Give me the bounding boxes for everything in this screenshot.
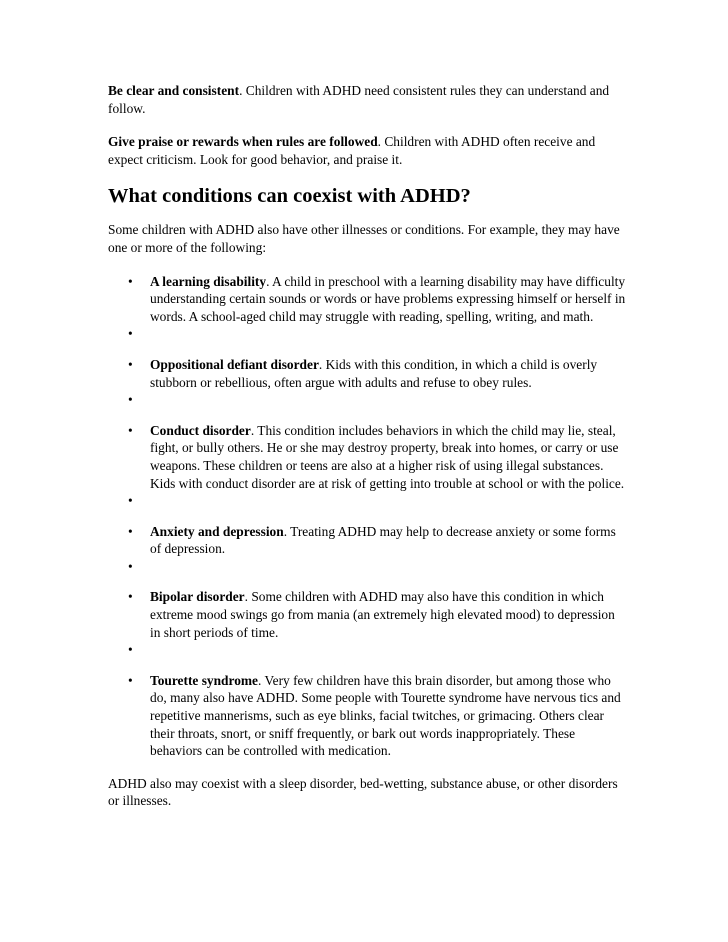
condition-name: A learning disability xyxy=(150,273,267,289)
list-item xyxy=(108,273,628,326)
bullet-icon: • xyxy=(128,273,133,289)
paragraph-lead-bold: Be clear and consistent xyxy=(108,83,240,98)
bullet-icon: • xyxy=(128,672,133,688)
empty-list-item xyxy=(108,325,628,343)
list-item xyxy=(108,672,628,760)
document-page xyxy=(108,82,628,810)
condition-text: . Kids with this condition, in which a child is overly stubborn or rebellious, often argue with adults and refuse to obey rules. xyxy=(150,356,598,390)
condition-text: . A child in preschool with a learning disability may have difficulty understanding certain sounds or words or have problems expressing himself or herself in words. A school-aged child may struggle with reading, spelling, writing, and math. xyxy=(150,273,626,324)
condition-name: Bipolar disorder xyxy=(150,589,245,605)
list-item xyxy=(108,422,628,492)
empty-list-item xyxy=(108,641,628,659)
bullet-icon: • xyxy=(128,392,133,408)
bullet-icon: • xyxy=(128,523,133,539)
conditions-list xyxy=(108,273,628,760)
paragraph-text: . Children with ADHD often receive and expect criticism. Look for good behavior, and praise it. xyxy=(108,134,596,167)
condition-name: Anxiety and depression xyxy=(150,523,284,539)
bullet-icon: • xyxy=(128,326,133,342)
list-item xyxy=(108,356,628,391)
bullet-icon: • xyxy=(128,493,133,509)
empty-list-item xyxy=(108,391,628,409)
bullet-icon: • xyxy=(128,642,133,658)
paragraph-praise xyxy=(108,133,628,168)
condition-name: Oppositional defiant disorder xyxy=(150,356,319,372)
bullet-icon: • xyxy=(128,356,133,372)
condition-text: . This condition includes behaviors in which the child may lie, steal, fight, or bully others. He or she may destroy property, break into homes, or carry or use weapons. These children or teens are also at a higher risk of using illegal substances. Kids with conduct disorder are at risk of getting into trouble at school or with the police. xyxy=(150,422,625,491)
bullet-icon: • xyxy=(128,558,133,574)
condition-name: Conduct disorder xyxy=(150,422,251,438)
paragraph-lead-bold: Give praise or rewards when rules are followed xyxy=(108,134,378,150)
condition-name: Tourette syndrome xyxy=(150,672,258,688)
condition-text: . Some children with ADHD may also have this condition in which extreme mood swings go from mania (an extremely high elevated mood) to depression in short periods of time. xyxy=(150,589,615,640)
empty-list-item xyxy=(108,492,628,510)
empty-list-item xyxy=(108,558,628,576)
section-heading: What conditions can coexist with ADHD? xyxy=(108,185,471,208)
bullet-icon: • xyxy=(128,589,133,605)
condition-text: . Very few children have this brain disorder, but among those who do, many also have ADHD. Some people with Tourette syndrome have nervous tics and repetitive mannerisms, such as eye blinks, facial twitches, or grimacing. Others clear their throats, snort, or sniff frequently, or bark out words inappropriately. These behaviors can be controlled with medication. xyxy=(150,672,621,759)
paragraph-text: . Children with ADHD need consistent rules they can understand and follow. xyxy=(108,83,610,116)
list-item xyxy=(108,523,628,558)
list-item xyxy=(108,588,628,641)
bullet-icon: • xyxy=(128,422,133,438)
paragraph-consistent xyxy=(108,82,628,117)
closing-paragraph: ADHD also may coexist with a sleep disorder, bed-wetting, substance abuse, or other disorders or illnesses. xyxy=(108,775,618,809)
condition-text: . Treating ADHD may help to decrease anxiety or some forms of depression. xyxy=(150,523,616,557)
intro-paragraph: Some children with ADHD also have other illnesses or conditions. For example, they may have one or more of the following: xyxy=(108,222,620,255)
